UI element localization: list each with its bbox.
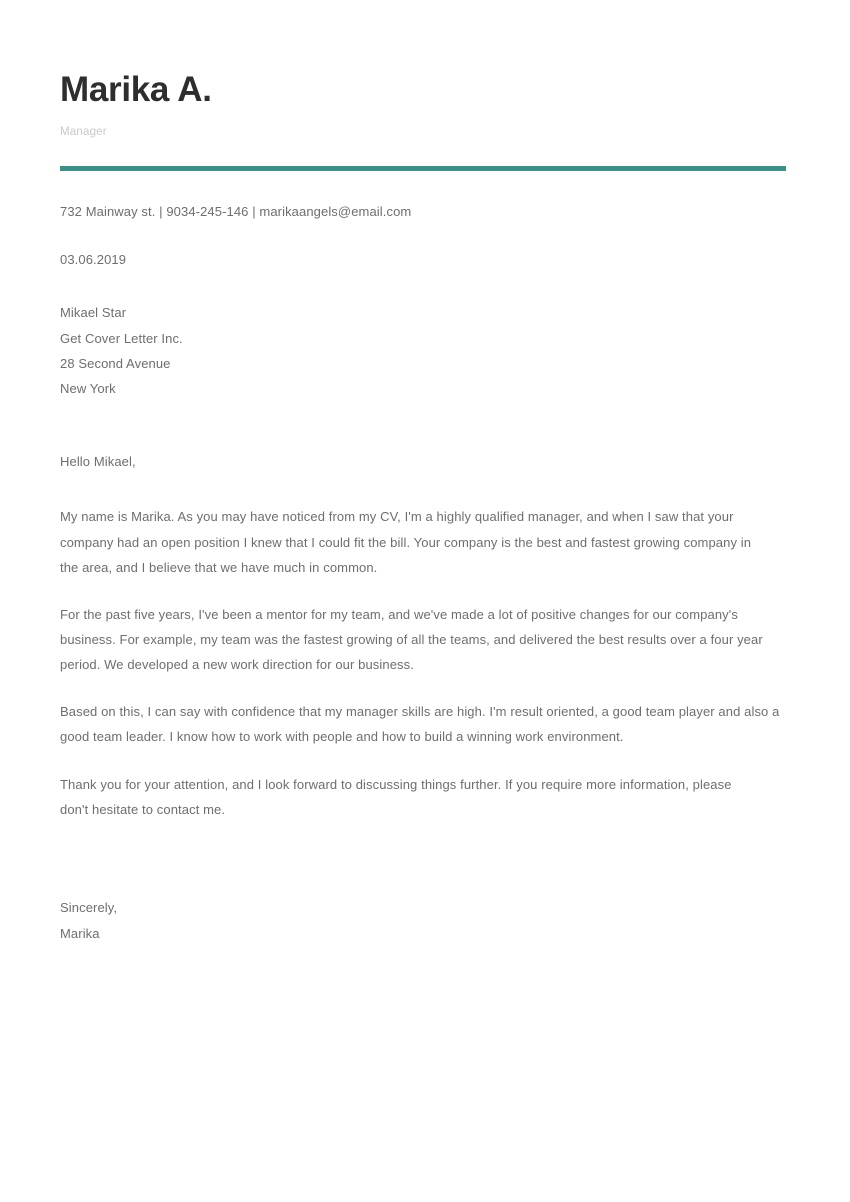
letter-paragraph-1: My name is Marika. As you may have noticed from my CV, I'm a highly qualified manager, and when I saw that your company had an open position I knew that I could fit the bill. Your company is the best and fastest growing company in the area, and I believe that we have much in common. bbox=[60, 509, 752, 576]
recipient-company: Get Cover Letter Inc. bbox=[60, 330, 183, 346]
job-title: Manager bbox=[60, 126, 107, 138]
recipient-street: 28 Second Avenue bbox=[60, 355, 171, 371]
recipient-city: New York bbox=[60, 381, 116, 397]
recipient-name: Mikael Star bbox=[60, 305, 127, 321]
letter-paragraph-2: For the past five years, I've been a mentor for my team, and we've made a lot of positive changes for our company's business. For example, my team was the fastest growing of all the teams, and delivered the best results over a four year period. We developed a new work direction for our business. bbox=[60, 606, 763, 673]
contact-line: 732 Mainway st. | 9034-245-146 | marikaangels@email.com bbox=[60, 203, 412, 219]
closing-phrase: Sincerely, bbox=[60, 900, 118, 916]
signature-name: Marika bbox=[60, 925, 100, 941]
recipient-block bbox=[60, 300, 786, 401]
page-title: Marika A. bbox=[60, 70, 212, 109]
letter-paragraph-4: Thank you for your attention, and I look forward to discussing things further. If you require more information, please don't hesitate to contact me. bbox=[60, 776, 732, 818]
accent-divider bbox=[60, 166, 786, 171]
letter-paragraph-3: Based on this, I can say with confidence that my manager skills are high. I'm result oriented, a good team player and also a good team leader. I know how to work with people and how to build a winning work environment. bbox=[60, 703, 780, 745]
letter-date: 03.06.2019 bbox=[60, 252, 127, 268]
letter-header bbox=[60, 0, 786, 171]
letter-content bbox=[60, 0, 786, 946]
letter-greeting: Hello Mikael, bbox=[60, 454, 136, 470]
letter-signoff bbox=[60, 895, 786, 946]
